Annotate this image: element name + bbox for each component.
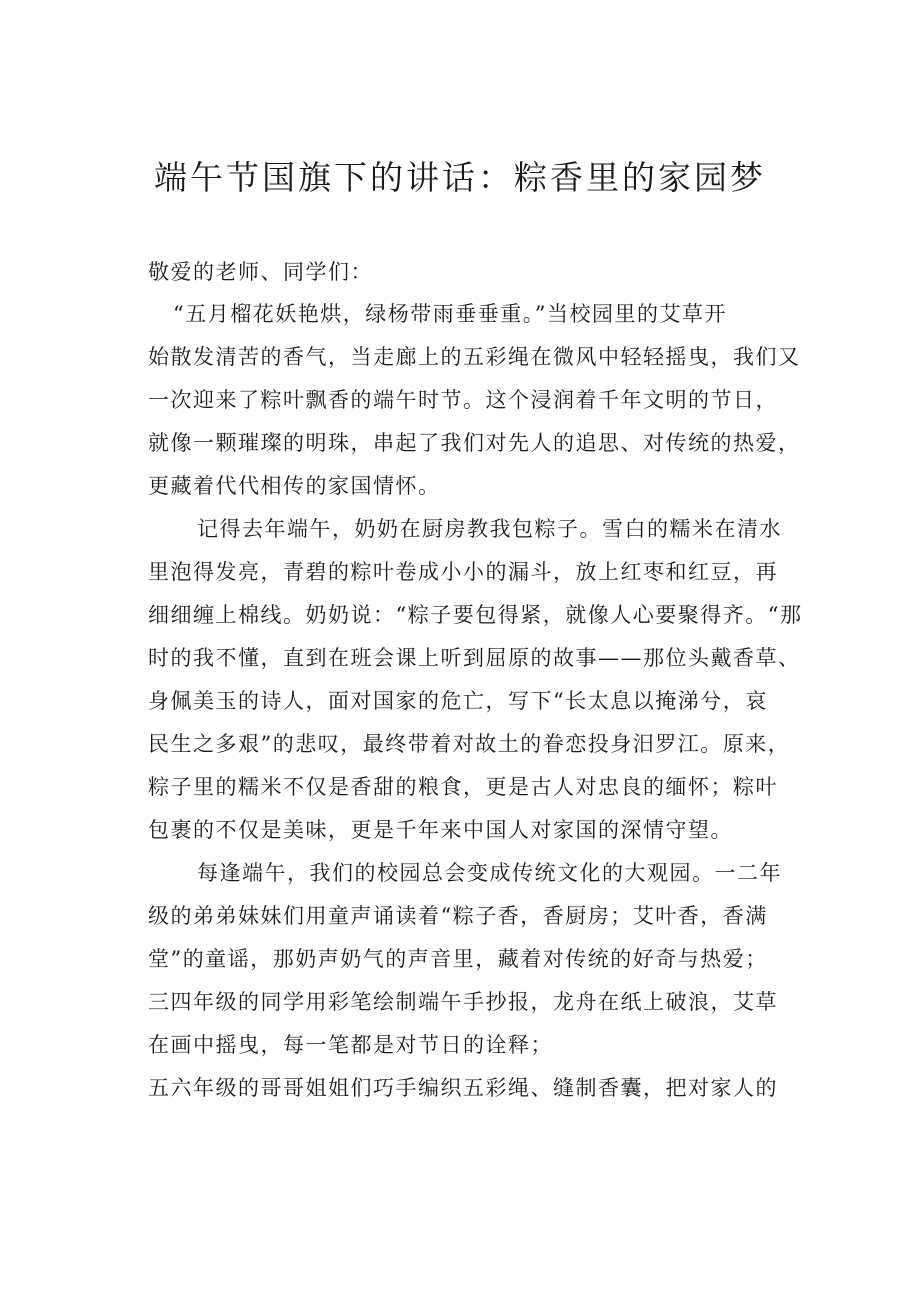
text-line: 时的我不懂，直到在班会课上听到屈原的故事——那位头戴香草、: [148, 646, 801, 670]
text-line: 里泡得发亮，青碧的粽叶卷成小小的漏斗，放上红枣和红豆，再: [148, 560, 778, 584]
text-line: 更藏着代代相传的家国情怀。: [148, 474, 441, 498]
text-line: 级的弟弟妹妹们用童声诵读着“粽子香，香厨房；艾叶香，香满: [148, 904, 768, 928]
text-line: 一次迎来了粽叶飘香的端午时节。这个浸润着千年文明的节日，: [148, 388, 778, 412]
text-line: 始散发清苦的香气，当走廊上的五彩绳在微风中轻轻摇曳，我们又: [148, 345, 801, 369]
text-line: 三四年级的同学用彩笔绘制端午手抄报，龙舟在纸上破浪，艾草: [148, 990, 778, 1014]
salutation: 敬爱的老师、同学们：: [148, 260, 373, 284]
text-line: 五六年级的哥哥姐姐们巧手编织五彩绳、缝制香囊，把对家人的: [148, 1076, 778, 1100]
text-line: 就像一颗璀璨的明珠，串起了我们对先人的追思、对传统的热爱，: [148, 431, 801, 455]
text-line: 在画中摇曳，每一笔都是对节日的诠释；: [148, 1033, 553, 1057]
text-line: 粽子里的糯米不仅是香甜的粮食，更是古人对忠良的缅怀；粽叶: [148, 775, 778, 799]
text-line: 民生之多艰”的悲叹，最终带着对故土的眷恋投身汨罗江。原来，: [148, 732, 791, 756]
text-line: 包裹的不仅是美味，更是千年来中国人对家国的深情守望。: [148, 818, 733, 842]
text-line: 每逢端午，我们的校园总会变成传统文化的大观园。一二年: [197, 861, 782, 885]
text-line: “五月榴花妖艳烘，绿杨带雨垂垂重。”当校园里的艾草开: [173, 302, 727, 326]
text-line: 记得去年端午，奶奶在厨房教我包粽子。雪白的糯米在清水: [197, 517, 782, 541]
text-line: 细细缠上棉线。奶奶说：“粽子要包得紧，就像人心要聚得齐。“那: [148, 603, 803, 627]
text-line: 堂”的童谣，那奶声奶气的声音里，藏着对传统的好奇与热爱；: [148, 947, 768, 971]
text-line: 身佩美玉的诗人，面对国家的危亡，写下“长太息以掩涕兮，哀: [148, 689, 768, 713]
page-title: 端午节国旗下的讲话：粽香里的家园梦: [154, 158, 766, 197]
